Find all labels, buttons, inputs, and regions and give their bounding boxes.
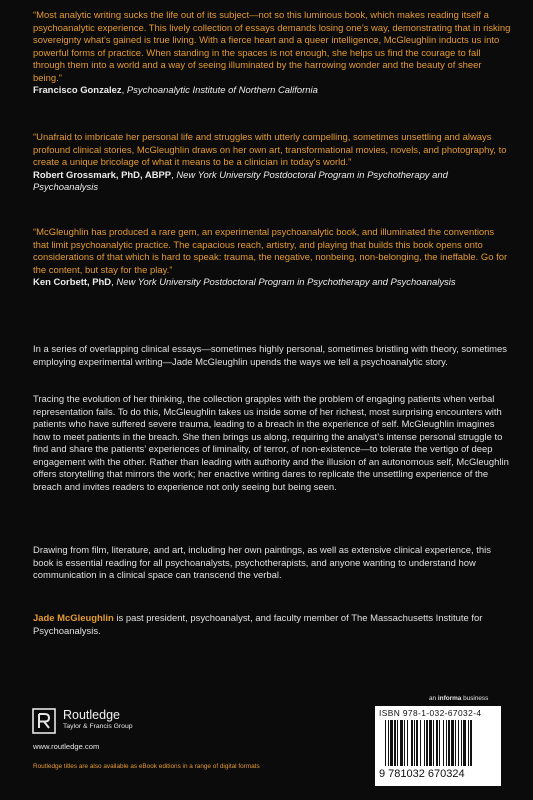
- author-bio-text: is past president, psychoanalyst, and faculty member of The Massachusetts Institute for Psychoanalysis.: [33, 613, 483, 637]
- praise-affiliation: Psychoanalytic Institute of Northern California: [126, 85, 318, 96]
- informa-prefix: an: [429, 695, 438, 702]
- informa-word: informa: [437, 695, 462, 702]
- praise-name: Ken Corbett, PhD: [33, 277, 112, 288]
- praise-block-2: [33, 132, 511, 195]
- informa-business-line: [429, 695, 488, 702]
- description-paragraph-3: Drawing from film, literature, and art, including her own paintings, as well as extensive clinical experience, this book is essential reading for all psychoanalysts, psychotherapists, and anyone wanting to understand how communication in a clinical space can transcend the verbal.: [33, 545, 491, 581]
- description-paragraph-2: Tracing the evolution of her thinking, the collection grapples with the problem of engaging patients when verbal representation fails. To do this, McGleughlin takes us inside some of her richest, most surprising encounters with patients who have suffered severe trauma, leading to a breach in the experience of self. McGleughlin imagines how to meet patients in the breach. She then brings us along, requiring the analyst’s intense personal struggle to find and share the patients’ experiences of liminality, of terror, of non-existence—to tolerate the vertigo of deep engagement with the other. Rather than leading with authority and the illusion of an autonomous self, McGleughlin offers storytelling that mirrors the work; her enactive writing dares to replicate the unsettling experience of the breach and invites readers to experience not only seeing but being seen.: [33, 394, 509, 493]
- praise-name: Robert Grossmark, PhD, ABPP: [33, 169, 172, 181]
- praise-quote: “McGleughlin has produced a rare gem, an experimental psychoanalytic book, and illuminated the conventions that limit psychoanalytic practice. The capacious reach, artistry, and playing that builds this book opens onto considerations of that which is hard to speak: trauma, the negative, nonbeing, non-belonging, the ineffable. Go for the content, but stay for the play.”: [33, 227, 508, 276]
- praise-block-1: [33, 10, 511, 98]
- barcode-digits: 9 781032 670324: [379, 768, 465, 780]
- praise-block-3: [33, 227, 511, 290]
- praise-attribution: Ken Corbett, PhD, New York University Postdoctoral Program in Psychotherapy and Psychoanalysis: [33, 277, 456, 288]
- description-paragraph-1: In a series of overlapping clinical essays—sometimes highly personal, sometimes bristling with theory, sometimes employing experimental writing—Jade McGleughlin upends the ways we tell a psychoanalytic story.: [33, 344, 507, 368]
- praise-attribution: Francisco Gonzalez, Psychoanalytic Institute of Northern California: [33, 85, 318, 96]
- publisher-name: Routledge: [63, 708, 120, 722]
- praise-quote: “Most analytic writing sucks the life out of its subject—not so this luminous book, which makes reading itself a psychoanalytic experience. This lively collection of essays demands losing one’s way, demonstrating that in risking sovereignty what’s gained is true living. With a fierce heart and a queer intelligence, McGleughlin inducts us into powerful forms of practice. When standing in the spaces is not enough, she helps us find the courage to fall through them into a world and a way of seeing illuminated by the harrowing wonder and the beauty of sheer being.”: [33, 10, 511, 84]
- publisher-website[interactable]: www.routledge.com: [33, 742, 100, 751]
- author-name: Jade McGleughlin: [33, 613, 114, 624]
- informa-suffix: business: [461, 695, 489, 702]
- praise-name: Francisco Gonzalez: [33, 85, 122, 96]
- barcode-bars: [385, 720, 491, 768]
- praise-attribution: Robert Grossmark, PhD, ABPP, New York University Postdoctoral Program in Psychotherapy and Psychoanalysis: [33, 169, 448, 193]
- routledge-logo-icon: [32, 708, 56, 734]
- praise-quote: “Unafraid to imbricate her personal life and struggles with utterly compelling, sometimes unsettling and always profound clinical stories, McGleughlin draws on her own art, transformational movies, novels, and photography, to create a unique bricolage of what it means to be a clinician in today’s world.”: [33, 132, 507, 168]
- isbn-label: ISBN 978-1-032-67032-4: [379, 708, 482, 718]
- praise-affiliation: New York University Postdoctoral Program in Psychotherapy and Psychoanalysis: [116, 277, 456, 288]
- publisher-group: Taylor & Francis Group: [63, 723, 133, 730]
- praise-affiliation: New York University Postdoctoral Program in Psychotherapy and Psychoanalysis: [33, 169, 448, 193]
- author-bio: [33, 613, 511, 638]
- ebook-note: Routledge titles are also available as eBook editions in a range of digital formats: [33, 763, 260, 770]
- barcode-panel: [375, 706, 501, 786]
